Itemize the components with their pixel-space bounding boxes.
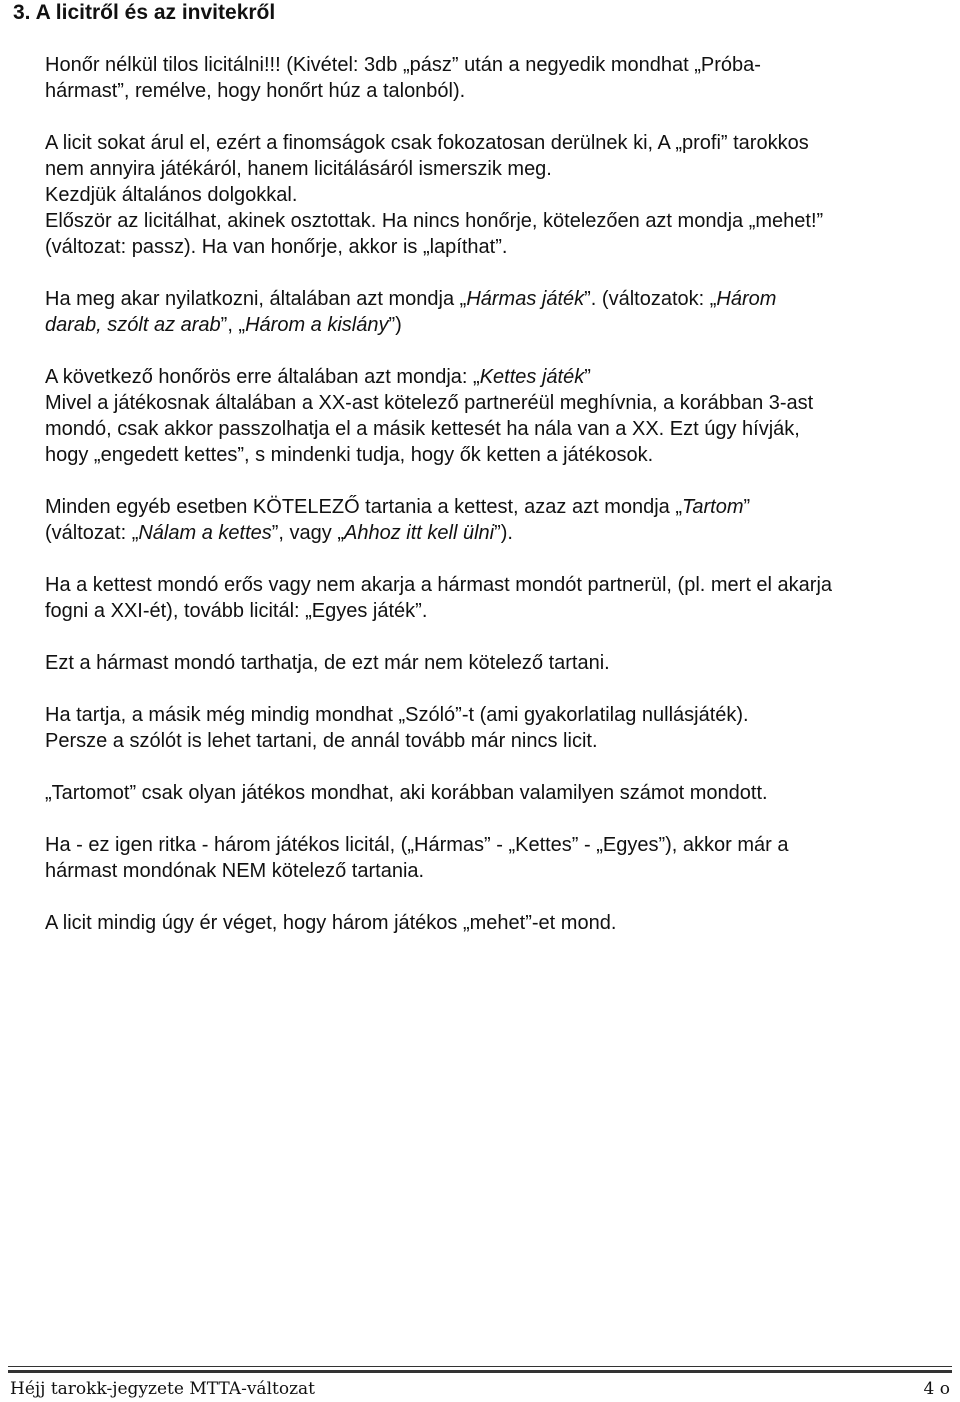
paragraph — [45, 650, 945, 676]
text-run: „Tartomot” csak olyan játékos mondhat, aki korábban valamilyen számot mondott. — [45, 782, 768, 804]
italic-phrase: Hármas játék — [466, 288, 585, 310]
text-run: ”) — [388, 314, 402, 336]
text-run: nem annyira játékáról, hanem licitálásáról ismerszik meg. — [45, 158, 552, 180]
italic-phrase: Tartom — [682, 496, 744, 518]
text-run: Ha a kettest mondó erős vagy nem akarja a hármast mondót partnerül, (pl. mert el akarja — [45, 574, 833, 596]
paragraph — [45, 364, 945, 468]
text-line — [45, 52, 945, 78]
text-run: Ezt a hármast mondó tarthatja, de ezt már nem kötelező tartani. — [45, 652, 610, 674]
text-run: Persze a szólót is lehet tartani, de annál tovább már nincs licit. — [45, 730, 598, 752]
text-run: Kezdjük általános dolgokkal. — [45, 184, 298, 206]
text-run: Minden egyéb esetben KÖTELEZŐ tartania a kettest, azaz azt mondja „ — [45, 496, 683, 518]
paragraph — [45, 286, 945, 338]
italic-phrase: darab, szólt az arab — [45, 314, 221, 336]
text-line — [45, 598, 945, 624]
paragraph — [45, 910, 945, 936]
text-line — [45, 832, 945, 858]
text-line — [45, 312, 945, 338]
text-run: hármast mondónak NEM kötelező tartania. — [45, 860, 425, 882]
text-line — [45, 520, 945, 546]
text-run: A licit sokat árul el, ezért a finomságok csak fokozatosan derülnek ki, A „profi” tarokkos — [45, 132, 809, 154]
text-line — [45, 234, 945, 260]
paragraph — [45, 572, 945, 624]
text-run: A licit mindig úgy ér véget, hogy három játékos „mehet”-et mond. — [45, 912, 617, 934]
body-text — [45, 52, 945, 962]
italic-phrase: Három — [716, 288, 777, 310]
text-line — [45, 208, 945, 234]
paragraph — [45, 832, 945, 884]
paragraph — [45, 494, 945, 546]
text-run: Először az licitálhat, akinek osztottak. Ha nincs honőrje, kötelezően azt mondja „mehet!” — [45, 210, 824, 232]
text-line — [45, 910, 945, 936]
text-line — [45, 364, 945, 390]
footer-rule-thin — [8, 1366, 952, 1367]
text-line — [45, 494, 945, 520]
text-line — [45, 182, 945, 208]
text-run: ”, vagy „ — [271, 522, 344, 544]
text-run: Honőr nélkül tilos licitálni!!! (Kivétel: 3db „pász” után a negyedik mondhat „Próba- — [45, 54, 761, 76]
text-run: A következő honőrös erre általában azt mondja: „ — [45, 366, 480, 388]
text-line — [45, 728, 945, 754]
paragraph — [45, 130, 945, 260]
text-line — [45, 780, 945, 806]
text-line — [45, 156, 945, 182]
text-line — [45, 650, 945, 676]
text-run: Ha - ez igen ritka - három játékos licitál, („Hármas” - „Kettes” - „Egyes”), akkor már a — [45, 834, 789, 856]
italic-phrase: Kettes játék — [479, 366, 585, 388]
text-run: ” — [743, 496, 751, 518]
text-line — [45, 442, 945, 468]
text-run: hogy „engedett kettes”, s mindenki tudja, hogy ők ketten a játékosok. — [45, 444, 654, 466]
page-footer — [10, 1378, 950, 1400]
text-run: ”, „ — [220, 314, 246, 336]
text-run: (változat: passz). Ha van honőrje, akkor is „lapíthat”. — [45, 236, 508, 258]
text-line — [45, 78, 945, 104]
section-heading: 3. A licitről és az invitekről — [13, 1, 276, 24]
footer-rule-thick — [8, 1370, 952, 1373]
text-run: Ha tartja, a másik még mindig mondhat „Szóló”-t (ami gyakorlatilag nullásjáték). — [45, 704, 749, 726]
text-run: ” — [584, 366, 591, 388]
text-line — [45, 572, 945, 598]
italic-phrase: Három a kislány — [245, 314, 389, 336]
text-line — [45, 858, 945, 884]
text-run: fogni a XXI-ét), tovább licitál: „Egyes játék”. — [45, 600, 428, 622]
text-line — [45, 390, 945, 416]
italic-phrase: Nálam a kettes — [138, 522, 272, 544]
text-run: hármast”, remélve, hogy honőrt húz a talonból). — [45, 80, 466, 102]
text-run: Mivel a játékosnak általában a XX-ast kötelező partneréül meghívnia, a korábban 3-ast — [45, 392, 814, 414]
text-run: Ha meg akar nyilatkozni, általában azt mondja „ — [45, 288, 467, 310]
text-line — [45, 286, 945, 312]
italic-phrase: Ahhoz itt kell ülni — [344, 522, 495, 544]
text-line — [45, 416, 945, 442]
text-run: mondó, csak akkor passzolhatja el a másik kettesét ha nála van a XX. Ezt úgy hívják, — [45, 418, 800, 440]
text-run: (változat: „ — [45, 522, 139, 544]
paragraph — [45, 780, 945, 806]
text-run: ”. (változatok: „ — [584, 288, 717, 310]
page-number: 4 o — [923, 1379, 950, 1399]
text-run: ”). — [494, 522, 513, 544]
paragraph — [45, 702, 945, 754]
paragraph — [45, 52, 945, 104]
footer-title: Héjj tarokk-jegyzete MTTA-változat — [10, 1379, 315, 1399]
text-line — [45, 702, 945, 728]
text-line — [45, 130, 945, 156]
